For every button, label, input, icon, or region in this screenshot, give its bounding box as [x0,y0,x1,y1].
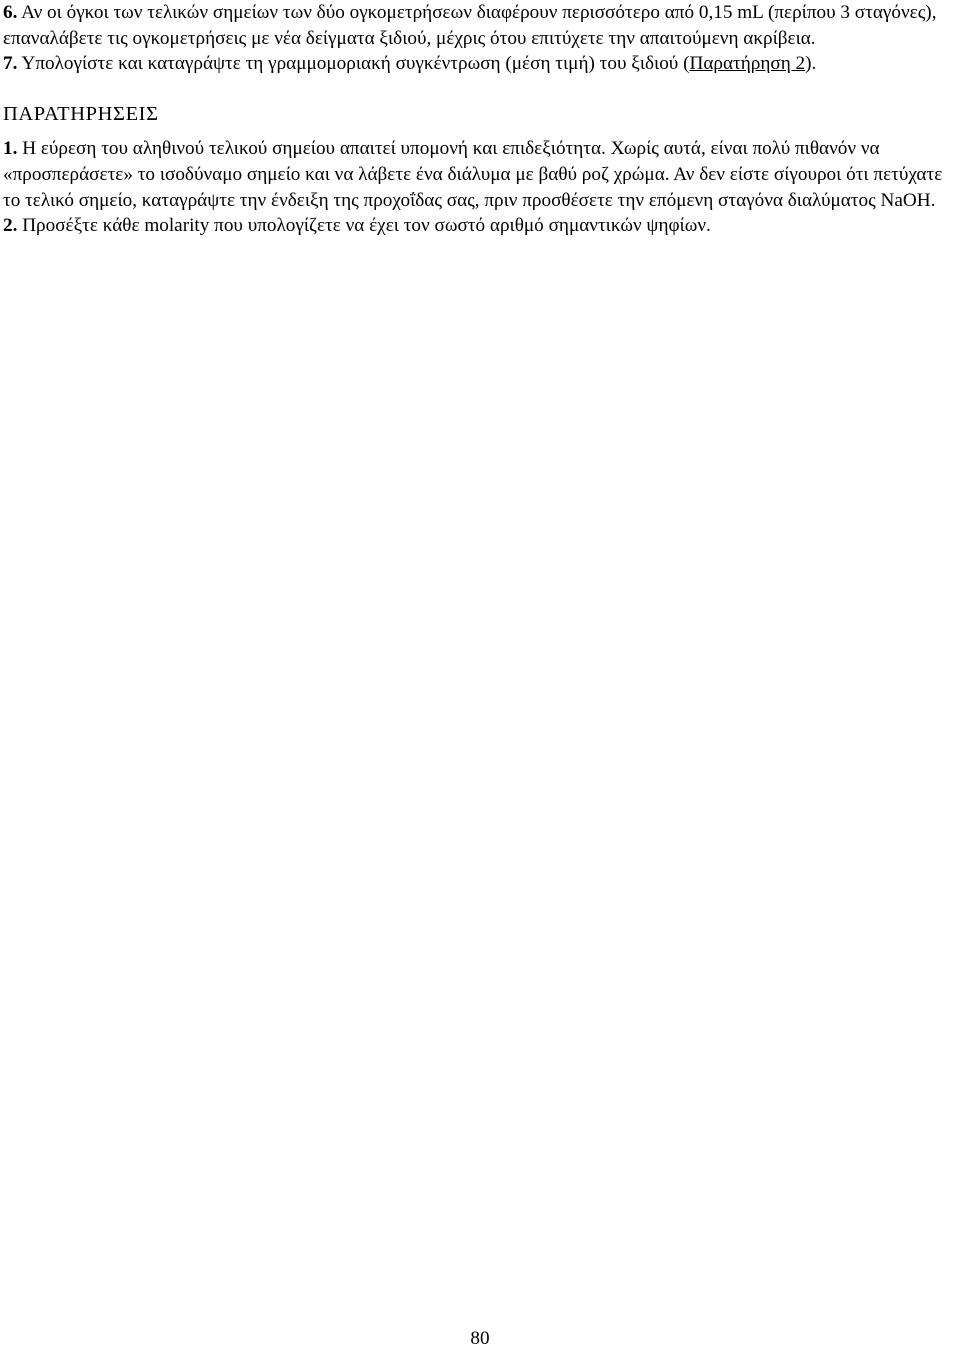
note-2 [3,213,958,239]
step-text: Υπολογίστε και καταγράψτε τη γραμμομοριακή συγκέντρωση (μέση τιμή) του ξιδιού ( [21,53,690,75]
spacer [3,127,958,136]
step-6 [3,0,958,51]
note-number: 2. [3,215,18,237]
page-body [3,0,958,239]
note-number: 1. [3,138,18,160]
step-7 [3,51,958,77]
step-text: Αν οι όγκοι των τελικών σημείων των δύο ογκομετρήσεων διαφέρουν περισσότερο από 0,15 mL (περίπου 3 σταγόνες), επαναλάβετε τις ογκομετρήσεις με νέα δείγματα ξιδιού, μέχρις ότου επιτύχετε την απαιτούμενη ακρίβεια. [3,2,937,49]
step-text-end: ). [805,53,817,75]
note-text: Η εύρεση του αληθινού τελικού σημείου απαιτεί υπομονή και επιδεξιότητα. Χωρίς αυτά, είναι πολύ πιθανόν να «προσπεράσετε» το ισοδύναμο σημείο και να λάβετε ένα διάλυμα με βαθύ ροζ χρώμα. Αν δεν είστε σίγουροι ότι πετύχατε το τελικό σημείο, καταγράψτε την ένδειξη της προχοΐδας σας, πριν προσθέσετε την επόμενη σταγόνα διαλύματος NaOH. [3,138,943,211]
page-number: 80 [470,1328,490,1349]
note-reference-link[interactable]: Παρατήρηση 2 [689,53,806,75]
step-number: 7. [3,53,18,75]
note-text: Προσέξτε κάθε molarity που υπολογίζετε να έχει τον σωστό αριθμό σημαντικών ψηφίων. [22,215,711,237]
spacer [3,77,958,102]
notes-heading: ΠΑΡΑΤΗΡΗΣΕΙΣ [3,102,159,125]
note-1 [3,136,958,213]
step-number: 6. [3,2,18,23]
